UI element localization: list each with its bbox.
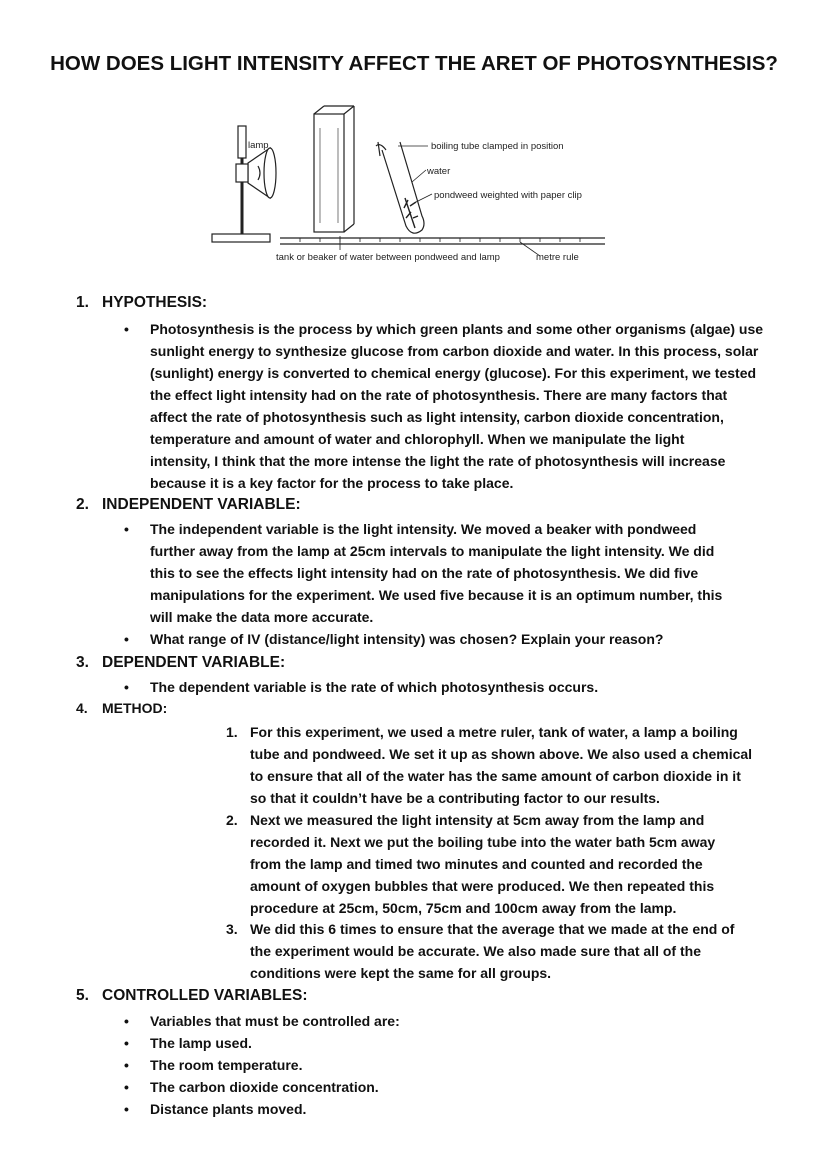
bullet-icon: • <box>124 1079 129 1095</box>
bullet-icon: • <box>124 631 129 647</box>
dependent-variable-heading: 3. DEPENDENT VARIABLE: <box>76 654 286 671</box>
bullet-icon: • <box>124 521 129 537</box>
bullet-icon: • <box>124 1035 129 1051</box>
independent-variable-heading: 2. INDEPENDENT VARIABLE: <box>76 496 301 513</box>
label-tank: tank or beaker of water between pondweed and lamp <box>276 252 500 263</box>
label-pondweed: pondweed weighted with paper clip <box>434 190 582 201</box>
label-metre-rule: metre rule <box>536 252 579 263</box>
tank <box>314 114 344 232</box>
controlled-variables-heading: 5. CONTROLLED VARIABLES: <box>76 987 308 1004</box>
label-water: water <box>427 166 451 177</box>
controlled-item: The lamp used. <box>150 1035 252 1051</box>
boiling-tube <box>382 142 424 233</box>
experiment-diagram <box>200 98 620 270</box>
bullet-icon: • <box>124 1101 129 1117</box>
method-heading: 4. METHOD: <box>76 700 168 716</box>
hypothesis-heading: 1. HYPOTHESIS: <box>76 294 208 311</box>
controlled-item: Variables that must be controlled are: <box>150 1013 400 1029</box>
independent-variable-question: What range of IV (distance/light intensity) was chosen? Explain your reason? <box>150 631 664 647</box>
label-boiling-tube: boiling tube clamped in position <box>431 141 564 152</box>
method-step-3: We did this 6 times to ensure that the average that we made at the end of the experiment would be accurate. We also made sure that all of the conditions were kept the same for all groups. <box>250 921 735 981</box>
method-step-number: 1. <box>226 724 238 740</box>
bullet-icon: • <box>124 321 129 337</box>
independent-variable-text: The independent variable is the light intensity. We moved a beaker with pondweed further away from the lamp at 25cm intervals to manipulate the light intensity. We did this to see the effects light intensity had on the rate of photosynthesis. We did five manipulations for the experiment. We used five because it is an optimum number, this will make the data more accurate. <box>150 521 723 625</box>
bullet-icon: • <box>124 1057 129 1073</box>
lamp-stand-base <box>212 234 270 242</box>
page-title: HOW DOES LIGHT INTENSITY AFFECT THE ARET OF PHOTOSYNTHESIS? <box>50 52 778 75</box>
controlled-item: Distance plants moved. <box>150 1101 307 1117</box>
controlled-item: The room temperature. <box>150 1057 303 1073</box>
label-lamp: lamp <box>248 140 269 151</box>
controlled-item: The carbon dioxide concentration. <box>150 1079 379 1095</box>
hypothesis-text: Photosynthesis is the process by which green plants and some other organisms (algae) use sunlight energy to synthesize glucose from carbon dioxide and water. In this process, solar (sunlight) energy is converted to chemical energy (glucose). For this experiment, we tested the effect light intensity had on the rate of photosynthesis. There are many factors that affect the rate of photosynthesis such as light intensity, carbon dioxide concentration, temperature and amount of water and chlorophyll. When we manipulate the light intensity, I think that the more intense the light the rate of photosynthesis will increase because it is a key factor for the process to take place. <box>150 321 764 491</box>
method-step-number: 2. <box>226 812 238 828</box>
method-step-2: Next we measured the light intensity at 5cm away from the lamp and recorded it. Next we put the boiling tube into the water bath 5cm away from the lamp and timed two minutes and counted and recorded the amount of oxygen bubbles that were produced. We then repeated this procedure at 25cm, 50cm, 75cm and 100cm away from the lamp. <box>250 812 716 916</box>
method-step-number: 3. <box>226 921 238 937</box>
bullet-icon: • <box>124 679 129 695</box>
bullet-icon: • <box>124 1013 129 1029</box>
dependent-variable-text: The dependent variable is the rate of which photosynthesis occurs. <box>150 679 599 695</box>
method-step-1: For this experiment, we used a metre ruler, tank of water, a lamp a boiling tube and pondweed. We set it up as shown above. We also used a chemical to ensure that all of the water has the same amount of carbon dioxide in it so that it couldn’t have be a contributing factor to our results. <box>250 724 753 806</box>
